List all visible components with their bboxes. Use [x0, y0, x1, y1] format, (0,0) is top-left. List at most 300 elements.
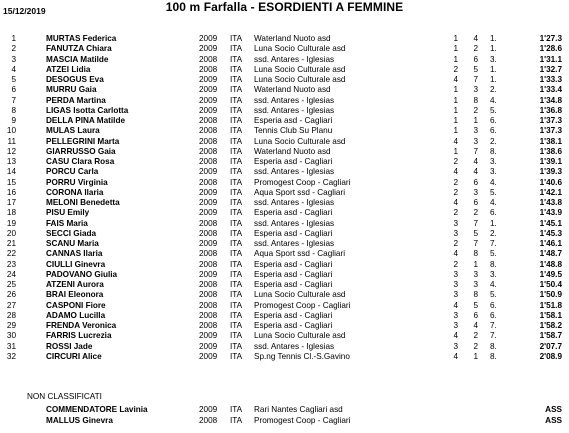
position-cell: 15	[6, 177, 16, 187]
club-name: Aqua Sport ssd - Cagliari	[254, 187, 346, 197]
heat-rank: 7.	[490, 331, 497, 341]
position-cell: 20	[6, 228, 16, 238]
heat-rank: 3.	[490, 167, 497, 177]
nationality: ITA	[230, 228, 243, 238]
result-row	[0, 321, 569, 331]
result-row	[0, 75, 569, 85]
club-name: Rari Nantes Cagliari asd	[254, 405, 343, 414]
heat-number: 4	[453, 136, 458, 146]
birth-year: 2008	[199, 126, 218, 136]
lane-number: 3	[473, 269, 478, 279]
heat-number: 4	[453, 300, 458, 310]
heat-number: 3	[453, 218, 458, 228]
lane-number: 1	[473, 116, 478, 125]
club-name: ssd. Antares - Iglesias	[254, 95, 335, 105]
club-name: Luna Socio Culturale asd	[254, 75, 346, 84]
club-name: Esperia asd - Cagliari	[254, 228, 333, 238]
result-time: 1'27.3	[539, 34, 562, 43]
birth-year: 2008	[199, 280, 218, 289]
club-name: Luna Socio Culturale asd	[254, 290, 346, 300]
heat-rank: 6.	[490, 208, 497, 218]
result-row	[0, 290, 569, 300]
heat-number: 2	[453, 208, 458, 218]
athlete-name: MURRU Gaia	[46, 85, 97, 95]
athlete-name: DESOGUS Eva	[46, 75, 104, 84]
result-row	[0, 342, 569, 352]
nationality: ITA	[230, 34, 243, 43]
nationality: ITA	[230, 321, 243, 330]
result-row	[0, 34, 569, 44]
club-name: Promogest Coop - Cagliari	[254, 416, 351, 425]
result-row	[0, 178, 569, 188]
athlete-name: ADAMO Lucilla	[46, 310, 106, 320]
athlete-name: FARRIS Lucrezia	[46, 331, 112, 341]
athlete-name: DELLA PINA Matilde	[46, 116, 125, 125]
athlete-name: ATZEI Lidia	[46, 64, 91, 74]
birth-year: 2009	[199, 34, 218, 43]
club-name: ssd. Antares - Iglesias	[254, 341, 335, 351]
non-classified-label: NON CLASSIFICATI	[27, 392, 102, 401]
birth-year: 2009	[199, 105, 218, 115]
position-cell: 22	[6, 249, 16, 259]
heat-rank: 4.	[490, 177, 497, 187]
event-date: 15/12/2019	[3, 6, 46, 16]
nationality: ITA	[230, 167, 243, 177]
nationality: ITA	[230, 105, 243, 115]
club-name: Esperia asd - Cagliari	[254, 321, 333, 330]
club-name: Luna Socio Culturale asd	[254, 136, 346, 146]
heat-rank: 5.	[490, 105, 497, 115]
lane-number: 3	[473, 126, 478, 136]
birth-year: 2008	[199, 116, 218, 125]
lane-number: 8	[473, 95, 478, 105]
heat-number: 2	[453, 239, 458, 248]
club-name: Esperia asd - Cagliari	[254, 259, 333, 269]
nationality: ITA	[230, 218, 243, 228]
result-time: 1'38.6	[539, 146, 562, 156]
athlete-name: ROSSI Jade	[46, 341, 93, 351]
nationality: ITA	[230, 157, 243, 166]
birth-year: 2009	[199, 208, 218, 218]
birth-year: 2008	[199, 321, 218, 330]
result-row	[0, 157, 569, 167]
result-time: 1'49.5	[539, 269, 562, 279]
result-row	[0, 55, 569, 65]
position-cell: 9	[11, 116, 16, 125]
birth-year: 2008	[199, 300, 218, 310]
heat-rank: 8.	[490, 341, 497, 351]
athlete-name: ATZENI Aurora	[46, 280, 104, 289]
lane-number: 2	[473, 105, 478, 115]
heat-number: 3	[453, 290, 458, 300]
nationality: ITA	[230, 405, 243, 414]
athlete-name: BRAI Eleonora	[46, 290, 104, 300]
heat-rank: 4.	[490, 95, 497, 105]
lane-number: 5	[473, 300, 478, 310]
club-name: Luna Socio Culturale asd	[254, 64, 346, 74]
nationality: ITA	[230, 64, 243, 74]
club-name: Esperia asd - Cagliari	[254, 116, 333, 125]
lane-number: 2	[473, 341, 478, 351]
nationality: ITA	[230, 351, 243, 361]
lane-number: 8	[473, 249, 478, 259]
position-cell: 6	[11, 85, 16, 95]
heat-rank: 3.	[490, 157, 497, 166]
non-classified-table	[0, 404, 569, 426]
result-row	[0, 331, 569, 341]
result-time: 1'50.9	[539, 290, 562, 300]
position-cell: 17	[6, 198, 16, 207]
heat-number: 4	[453, 331, 458, 341]
heat-number: 3	[453, 321, 458, 330]
athlete-name: MASCIA Matilde	[46, 54, 109, 64]
result-row	[0, 301, 569, 311]
result-time: 1'58.7	[539, 331, 562, 341]
club-name: ssd. Antares - Iglesias	[254, 218, 335, 228]
result-row	[0, 198, 569, 208]
heat-rank: 5.	[490, 290, 497, 300]
result-time: 1'39.1	[539, 157, 562, 166]
result-row	[0, 44, 569, 54]
result-row	[0, 311, 569, 321]
position-cell: 27	[6, 300, 16, 310]
nationality: ITA	[230, 331, 243, 341]
lane-number: 3	[473, 85, 478, 95]
result-time: 1'46.1	[539, 239, 562, 248]
athlete-name: GIARRUSSO Gaia	[46, 146, 116, 156]
heat-number: 2	[453, 177, 458, 187]
club-name: ssd. Antares - Iglesias	[254, 167, 335, 177]
lane-number: 6	[473, 198, 478, 207]
result-time: 1'31.1	[539, 54, 562, 64]
nationality: ITA	[230, 126, 243, 136]
athlete-name: PISU Emily	[46, 208, 90, 218]
heat-number: 4	[453, 249, 458, 259]
athlete-name: PADOVANO Giulia	[46, 269, 118, 279]
result-time: 1'32.7	[539, 64, 562, 74]
result-row	[0, 147, 569, 157]
lane-number: 4	[473, 157, 478, 166]
position-cell: 3	[11, 54, 16, 64]
athlete-name: MURTAS Federica	[46, 34, 117, 43]
lane-number: 2	[473, 331, 478, 341]
athlete-name: PORCU Carla	[46, 167, 99, 177]
heat-number: 4	[453, 351, 458, 361]
result-time: 1'33.4	[539, 85, 562, 95]
athlete-name: PORRU Virginia	[46, 177, 108, 187]
athlete-name: CASPONI Fiore	[46, 300, 106, 310]
nationality: ITA	[230, 116, 243, 125]
heat-number: 1	[453, 146, 458, 156]
heat-rank: 2.	[490, 228, 497, 238]
lane-number: 8	[473, 290, 478, 300]
result-row	[0, 85, 569, 95]
result-time: 2'07.7	[539, 341, 562, 351]
heat-rank: 3.	[490, 54, 497, 64]
position-cell: 18	[6, 208, 16, 218]
birth-year: 2009	[199, 331, 218, 341]
heat-number: 1	[453, 34, 458, 43]
result-row	[0, 280, 569, 290]
nationality: ITA	[230, 416, 243, 425]
nationality: ITA	[230, 136, 243, 146]
birth-year: 2009	[199, 351, 218, 361]
athlete-name: PELLEGRINI Marta	[46, 136, 120, 146]
nationality: ITA	[230, 341, 243, 351]
position-cell: 14	[6, 167, 16, 177]
heat-rank: 1.	[490, 75, 497, 84]
position-cell: 16	[6, 187, 16, 197]
result-time: 1'45.3	[539, 228, 562, 238]
heat-rank: 3.	[490, 269, 497, 279]
lane-number: 4	[473, 321, 478, 330]
nationality: ITA	[230, 269, 243, 279]
birth-year: 2009	[199, 85, 218, 95]
position-cell: 11	[7, 136, 16, 146]
position-cell: 23	[6, 259, 16, 269]
athlete-name: CIULLI Ginevra	[46, 259, 106, 269]
position-cell: 31	[6, 341, 16, 351]
nationality: ITA	[230, 95, 243, 105]
result-time: 1'42.1	[539, 187, 562, 197]
club-name: Esperia asd - Cagliari	[254, 157, 333, 166]
birth-year: 2008	[199, 228, 218, 238]
nationality: ITA	[230, 310, 243, 320]
heat-rank: 1.	[490, 64, 497, 74]
nationality: ITA	[230, 146, 243, 156]
birth-year: 2008	[199, 177, 218, 187]
result-time: 1'58.2	[539, 321, 562, 330]
nationality: ITA	[230, 75, 243, 84]
lane-number: 3	[473, 280, 478, 289]
result-time: 1'48.8	[539, 259, 562, 269]
position-cell: 7	[11, 95, 16, 105]
heat-rank: 8.	[490, 146, 497, 156]
result-time: 1'36.8	[539, 105, 562, 115]
athlete-name: MULAS Laura	[46, 126, 100, 136]
result-time: 2'08.9	[539, 351, 562, 361]
birth-year: 2009	[199, 341, 218, 351]
nationality: ITA	[230, 249, 243, 259]
non-classified-row	[0, 404, 569, 415]
birth-year: 2008	[199, 416, 218, 425]
birth-year: 2009	[199, 167, 218, 177]
club-name: Waterland Nuoto asd	[254, 85, 331, 95]
result-time: 1'34.8	[539, 95, 562, 105]
nationality: ITA	[230, 187, 243, 197]
lane-number: 1	[473, 259, 478, 269]
club-name: Promogest Coop - Cagliari	[254, 300, 351, 310]
athlete-name: FANUTZA Chiara	[46, 44, 112, 54]
birth-year: 2008	[199, 310, 218, 320]
result-time: 1'39.3	[539, 167, 562, 177]
nationality: ITA	[230, 44, 243, 54]
birth-year: 2009	[199, 405, 218, 414]
result-row	[0, 219, 569, 229]
result-row	[0, 167, 569, 177]
heat-rank: 6.	[490, 116, 497, 125]
heat-rank: 7.	[490, 321, 497, 330]
birth-year: 2008	[199, 290, 218, 300]
birth-year: 2009	[199, 198, 218, 207]
result-time: 1'43.9	[539, 208, 562, 218]
result-row	[0, 239, 569, 249]
heat-number: 3	[453, 269, 458, 279]
nationality: ITA	[230, 208, 243, 218]
lane-number: 3	[473, 136, 478, 146]
club-name: Esperia asd - Cagliari	[254, 280, 333, 289]
heat-rank: 7.	[490, 239, 497, 248]
result-time: 1'50.4	[539, 280, 562, 289]
nationality: ITA	[230, 85, 243, 95]
heat-rank: 1.	[490, 44, 497, 54]
heat-number: 1	[453, 44, 458, 54]
heat-number: 1	[453, 85, 458, 95]
lane-number: 3	[473, 187, 478, 197]
lane-number: 7	[473, 218, 478, 228]
heat-rank: 2.	[490, 85, 497, 95]
athlete-name: SECCI Giada	[46, 228, 97, 238]
heat-rank: 1.	[490, 218, 497, 228]
heat-rank: 8.	[490, 259, 497, 269]
heat-rank: 5.	[490, 187, 497, 197]
position-cell: 13	[6, 157, 16, 166]
athlete-name: CORONA Ilaria	[46, 187, 104, 197]
club-name: Tennis Club Su Planu	[254, 126, 333, 136]
result-status: ASS	[545, 416, 562, 425]
heat-rank: 4.	[490, 198, 497, 207]
result-time: 1'40.6	[539, 177, 562, 187]
nationality: ITA	[230, 300, 243, 310]
athlete-name: MALLUS Ginevra	[46, 416, 113, 425]
position-cell: 28	[6, 310, 16, 320]
result-time: 1'43.8	[539, 198, 562, 207]
birth-year: 2009	[199, 239, 218, 248]
birth-year: 2008	[199, 136, 218, 146]
result-time: 1'28.6	[539, 44, 562, 54]
lane-number: 2	[473, 208, 478, 218]
result-row	[0, 65, 569, 75]
lane-number: 2	[473, 44, 478, 54]
heat-rank: 6.	[490, 300, 497, 310]
heat-rank: 5.	[490, 249, 497, 259]
position-cell: 29	[6, 321, 16, 330]
club-name: ssd. Antares - Iglesias	[254, 105, 335, 115]
position-cell: 4	[11, 64, 16, 74]
nationality: ITA	[230, 290, 243, 300]
athlete-name: CIRCURI Alice	[46, 351, 102, 361]
result-status: ASS	[545, 405, 562, 414]
athlete-name: COMMENDATORE Lavinia	[46, 405, 148, 414]
athlete-name: FRENDA Veronica	[46, 321, 117, 330]
lane-number: 5	[473, 64, 478, 74]
lane-number: 4	[473, 34, 478, 43]
club-name: Esperia asd - Cagliari	[254, 208, 333, 218]
heat-number: 2	[453, 259, 458, 269]
club-name: Waterland Nuoto asd	[254, 146, 331, 156]
lane-number: 7	[473, 239, 478, 248]
nationality: ITA	[230, 198, 243, 207]
result-time: 1'48.7	[539, 249, 562, 259]
heat-number: 4	[453, 167, 458, 177]
club-name: Luna Socio Culturale asd	[254, 331, 346, 341]
position-cell: 32	[6, 351, 16, 361]
position-cell: 30	[6, 331, 16, 341]
athlete-name: FAIS Maria	[46, 218, 88, 228]
heat-rank: 1.	[490, 34, 497, 43]
result-time: 1'33.3	[539, 75, 562, 84]
result-row	[0, 188, 569, 198]
birth-year: 2009	[199, 75, 218, 84]
birth-year: 2008	[199, 249, 218, 259]
birth-year: 2008	[199, 259, 218, 269]
lane-number: 6	[473, 177, 478, 187]
result-time: 1'45.1	[539, 218, 562, 228]
heat-number: 2	[453, 64, 458, 74]
athlete-name: CASU Clara Rosa	[46, 157, 115, 166]
athlete-name: LIGAS Isotta Carlotta	[46, 105, 129, 115]
club-name: Esperia asd - Cagliari	[254, 269, 333, 279]
position-cell: 5	[11, 75, 16, 84]
heat-rank: 4.	[490, 280, 497, 289]
lane-number: 5	[473, 228, 478, 238]
heat-rank: 6.	[490, 310, 497, 320]
page-title: 100 m Farfalla - ESORDIENTI A FEMMINE	[165, 0, 404, 14]
heat-number: 3	[453, 228, 458, 238]
nationality: ITA	[230, 280, 243, 289]
heat-number: 3	[453, 310, 458, 320]
position-cell: 24	[6, 269, 16, 279]
heat-number: 2	[453, 157, 458, 166]
result-time: 1'51.8	[539, 300, 562, 310]
club-name: Luna Socio Culturale asd	[254, 44, 346, 54]
position-cell: 8	[11, 105, 16, 115]
position-cell: 26	[6, 290, 16, 300]
heat-rank: 2.	[490, 136, 497, 146]
athlete-name: CANNAS Ilaria	[46, 249, 103, 259]
heat-rank: 6.	[490, 126, 497, 136]
lane-number: 6	[473, 310, 478, 320]
heat-number: 1	[453, 95, 458, 105]
result-row	[0, 96, 569, 106]
birth-year: 2009	[199, 95, 218, 105]
club-name: Waterland Nuoto asd	[254, 34, 331, 43]
birth-year: 2008	[199, 157, 218, 166]
club-name: Sp.ng Tennis Cl.-S.Gavino	[254, 351, 350, 361]
nationality: ITA	[230, 239, 243, 248]
non-classified-row	[0, 415, 569, 426]
lane-number: 1	[473, 351, 478, 361]
birth-year: 2009	[199, 269, 218, 279]
heat-number: 3	[453, 280, 458, 289]
club-name: Aqua Sport ssd - Cagliari	[254, 249, 346, 259]
result-time: 1'58.1	[539, 310, 562, 320]
result-row	[0, 260, 569, 270]
heat-rank: 8.	[490, 351, 497, 361]
result-row	[0, 352, 569, 362]
heat-number: 1	[453, 105, 458, 115]
athlete-name: MELONI Benedetta	[46, 198, 120, 207]
nationality: ITA	[230, 54, 243, 64]
club-name: ssd. Antares - Iglesias	[254, 198, 335, 207]
lane-number: 7	[473, 146, 478, 156]
result-row	[0, 126, 569, 136]
position-cell: 2	[11, 44, 16, 54]
birth-year: 2008	[199, 146, 218, 156]
birth-year: 2008	[199, 218, 218, 228]
position-cell: 19	[6, 218, 16, 228]
lane-number: 7	[473, 75, 478, 84]
